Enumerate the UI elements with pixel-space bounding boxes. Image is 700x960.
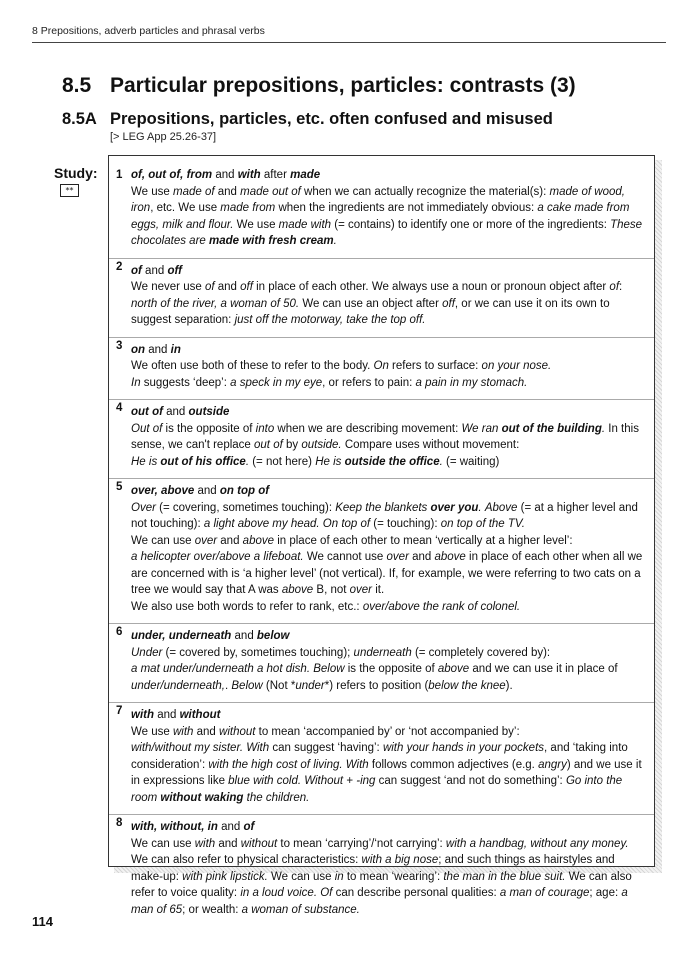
section-body: We use with and without to mean ‘accompanied by’ or ‘not accompanied by’: with/without my sister. With can suggest ‘having’: with your hands in your pockets, and ‘taking into consideration’: with the high cost of living. With follows common adjectives (e.g. angry) and we use it in expressions like blue with cold. Without + -ing can suggest ‘and not do something’: Go into the room without waking the children.	[131, 725, 642, 804]
study-box	[108, 155, 655, 916]
study-section-5	[109, 478, 654, 615]
section-number: 1	[116, 169, 123, 181]
study-section-4	[109, 399, 654, 470]
section-number: 6	[116, 626, 123, 638]
section-heading: under, underneath and below	[131, 630, 290, 642]
subsection-title-text: Prepositions, particles, etc. often confused and misused	[110, 110, 553, 128]
section-title-text: Particular prepositions, particles: contrasts (3)	[110, 74, 576, 97]
study-section-7	[109, 702, 654, 806]
section-number: 7	[116, 705, 123, 717]
page-number: 114	[32, 914, 53, 929]
section-number: 4	[116, 402, 123, 414]
section-heading: on and in	[131, 343, 181, 356]
section-heading: out of and outside	[131, 406, 230, 418]
section-title-number: 8.5	[62, 74, 92, 97]
study-section-2	[109, 258, 654, 329]
section-heading: of, out of, from and with after made	[131, 169, 321, 181]
study-label: Study:	[54, 165, 98, 181]
study-section-3	[109, 337, 654, 392]
section-number: 8	[116, 817, 123, 829]
section-body: We can use with and without to mean ‘carrying’/‘not carrying’: with a handbag, without any money. We can also refer to physical characteristics: with a big nose; and such things as hairstyles and make-up: with pink lipstick. We can use in to mean ‘wearing’: the man in the blue suit. We can also refer to voice quality: in a loud voice. Of can describe personal qualities: a man of courage; age: a man of 65; or wealth: a woman of substance.	[131, 837, 632, 916]
subsection-title-number: 8.5A	[62, 110, 97, 128]
section-body: Under (= covered by, sometimes touching); underneath (= completely covered by): a mat under/underneath a hot dish. Below is the opposite of above and we can use it in place of under/underneath,. Below (Not *under*) refers to position (below the knee).	[131, 646, 618, 692]
section-body: We never use of and off in place of each other. We always use a noun or pronoun object after of: north of the river, a woman of 50. We can use an object after off, or we can use it on its own to suggest separation: just off the motorway, take the top off.	[131, 281, 623, 326]
section-body: We often use both of these to refer to the body. On refers to surface: on your nose. In suggests ‘deep’: a speck in my eye, or refers to pain: a pain in my stomach.	[131, 360, 552, 389]
section-heading: with and without	[131, 709, 221, 721]
study-section-1	[109, 167, 654, 250]
header-rule	[32, 42, 666, 43]
grammar-reference: [> LEG App 25.26-37]	[110, 131, 217, 143]
study-section-8	[109, 814, 654, 918]
section-number: 5	[116, 481, 123, 493]
section-title	[62, 74, 576, 98]
study-sections	[109, 167, 654, 926]
running-head: 8 Prepositions, adverb particles and phrasal verbs	[32, 25, 265, 37]
study-section-6	[109, 623, 654, 694]
box-shadow-right	[655, 160, 662, 872]
section-body: Out of is the opposite of into when we are describing movement: We ran out of the building. In this sense, we can't replace out of by outside. Compare uses without movement: He is out of his office. (= not here) He is outside the office. (= waiting)	[131, 422, 639, 468]
section-number: 2	[116, 260, 123, 273]
level-badge-icon: **	[60, 184, 79, 197]
section-body: We use made of and made out of when we can actually recognize the material(s): made of wood, iron, etc. We use made from when the ingredients are not immediately obvious: a cake made from eggs, milk and flour. We use made with (= contains) to identify one or more of the ingredients: These chocolates are made with fresh cream.	[131, 185, 643, 247]
section-heading: over, above and on top of	[131, 485, 270, 497]
section-heading: with, without, in and of	[131, 821, 255, 833]
subsection-title	[62, 110, 553, 129]
section-number: 3	[116, 339, 123, 352]
section-heading: of and off	[131, 264, 182, 277]
section-body: Over (= covering, sometimes touching): Keep the blankets over you. Above (= at a higher level and not touching): a light above my head. On top of (= touching): on top of the TV. We can use over and above in place of each other to mean ‘vertically at a higher level’: a helicopter over/above a lifeboat. We cannot use over and above in place of each other when all we are concerned with is ‘a higher level’ (not vertical). If, for example, we were referring to two cats on a tree we would say that A was above B, not over it. We also use both words to refer to rank, etc.: over/above the rank of colonel.	[131, 501, 643, 613]
